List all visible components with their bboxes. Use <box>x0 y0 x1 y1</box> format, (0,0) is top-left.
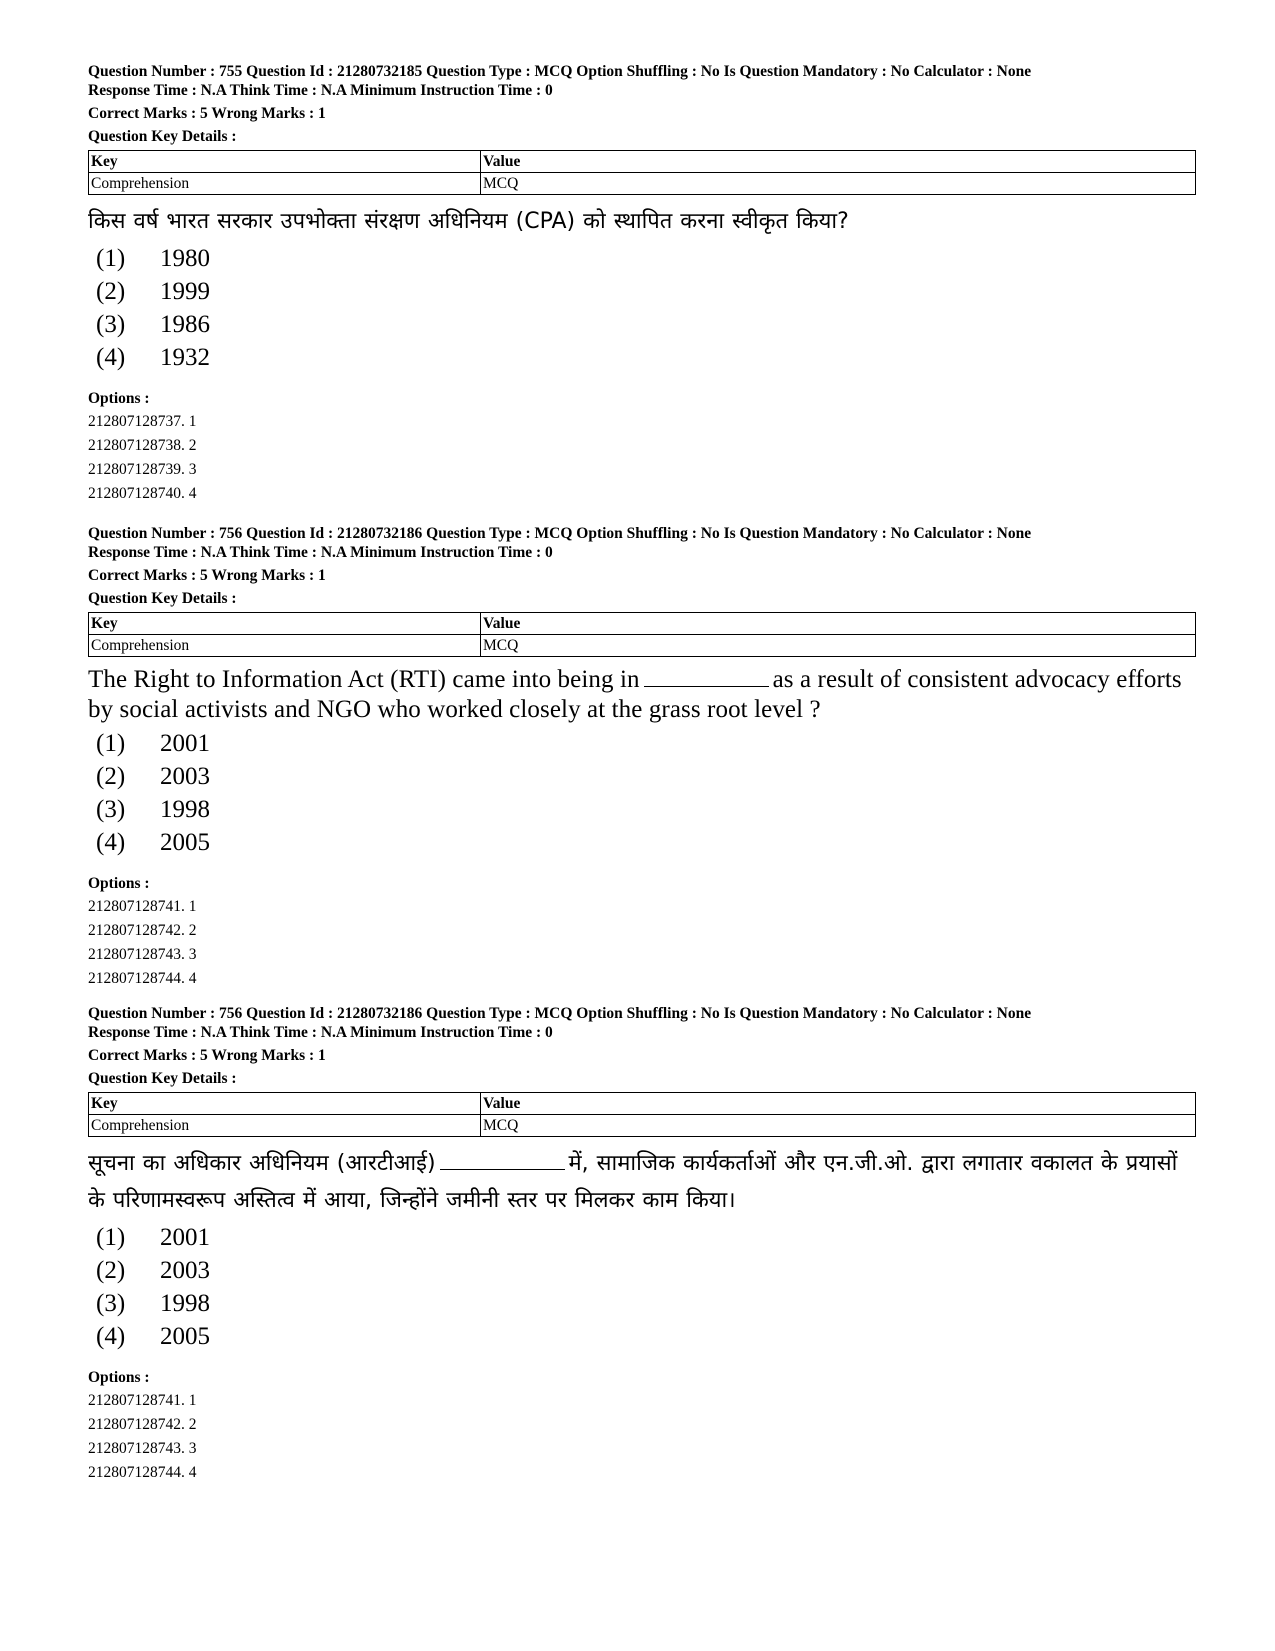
choice-number: (1) <box>96 245 126 272</box>
option-id: 212807128743. 3 <box>88 1440 197 1457</box>
key-details-label: Question Key Details : <box>88 128 237 145</box>
answer-choice <box>88 760 1196 793</box>
table-row <box>89 1115 1196 1137</box>
choice-value: 2001 <box>160 730 210 757</box>
option-id: 212807128741. 1 <box>88 1392 197 1409</box>
question-block-755 <box>88 62 1196 506</box>
choice-number: (4) <box>96 1323 126 1350</box>
option-id: 212807128742. 2 <box>88 1416 197 1433</box>
question-marks: Correct Marks : 5 Wrong Marks : 1 <box>88 1047 326 1064</box>
table-header-key: Key <box>89 151 481 173</box>
key-details-table <box>88 612 1196 657</box>
question-block-756-hindi <box>88 1004 1196 1485</box>
choice-number: (2) <box>96 278 126 305</box>
answer-blank <box>644 668 769 687</box>
option-id: 212807128740. 4 <box>88 485 197 502</box>
option-id: 212807128738. 2 <box>88 437 197 454</box>
table-cell-value: MCQ <box>481 173 1196 195</box>
answer-choices <box>88 727 1196 859</box>
answer-choice <box>88 1287 1196 1320</box>
choice-value: 1998 <box>160 1290 210 1317</box>
choice-value: 2003 <box>160 1257 210 1284</box>
question-text: किस वर्ष भारत सरकार उपभोक्ता संरक्षण अधिनियम (CPA) को स्थापित करना स्वीकृत किया? <box>88 209 849 234</box>
question-marks: Correct Marks : 5 Wrong Marks : 1 <box>88 567 326 584</box>
table-header-value: Value <box>481 151 1196 173</box>
question-text-before-blank: The Right to Information Act (RTI) came into being in <box>88 666 640 693</box>
question-meta-line1: Question Number : 755 Question Id : 21280732185 Question Type : MCQ Option Shuffling : No Is Question Mandatory : No Calculator : None <box>88 63 1032 80</box>
answer-choice <box>88 275 1196 308</box>
choice-number: (3) <box>96 796 126 823</box>
choice-number: (1) <box>96 1224 126 1251</box>
answer-choice <box>88 793 1196 826</box>
choice-number: (3) <box>96 1290 126 1317</box>
table-row <box>89 635 1196 657</box>
options-label: Options : <box>88 875 150 892</box>
options-label: Options : <box>88 1369 150 1386</box>
table-header-key: Key <box>89 613 481 635</box>
table-header-key: Key <box>89 1093 481 1115</box>
answer-blank <box>440 1151 565 1170</box>
question-text <box>88 1145 1196 1219</box>
table-header-row <box>89 613 1196 635</box>
key-details-label: Question Key Details : <box>88 590 237 607</box>
choice-number: (4) <box>96 344 126 371</box>
question-meta-line1: Question Number : 756 Question Id : 21280732186 Question Type : MCQ Option Shuffling : No Is Question Mandatory : No Calculator : None <box>88 525 1032 542</box>
option-id: 212807128744. 4 <box>88 970 197 987</box>
key-details-table <box>88 1092 1196 1137</box>
key-details-table <box>88 150 1196 195</box>
options-label: Options : <box>88 390 150 407</box>
option-id: 212807128739. 3 <box>88 461 197 478</box>
answer-choice <box>88 242 1196 275</box>
answer-choices <box>88 242 1196 374</box>
key-details-label: Question Key Details : <box>88 1070 237 1087</box>
choice-value: 1998 <box>160 796 210 823</box>
choice-value: 2005 <box>160 829 210 856</box>
table-cell-key: Comprehension <box>89 173 481 195</box>
answer-choice <box>88 341 1196 374</box>
choice-number: (3) <box>96 311 126 338</box>
question-text-before-blank: सूचना का अधिकार अधिनियम (आरटीआई) <box>88 1151 436 1176</box>
answer-choice <box>88 1221 1196 1254</box>
question-meta-line1: Question Number : 756 Question Id : 21280732186 Question Type : MCQ Option Shuffling : No Is Question Mandatory : No Calculator : None <box>88 1005 1032 1022</box>
table-cell-key: Comprehension <box>89 1115 481 1137</box>
option-id: 212807128744. 4 <box>88 1464 197 1481</box>
option-id: 212807128742. 2 <box>88 922 197 939</box>
choice-number: (2) <box>96 1257 126 1284</box>
question-text-after-blank: में, सामाजिक कार्यकर्ताओं और एन.जी.ओ. द्वारा लगातार वकालत के प्रयासों के परिणामस्वरूप अस्तित्व में आया, जिन्होंने जमीनी स्तर पर मिलकर काम किया। <box>88 1151 1178 1213</box>
question-meta-line2: Response Time : N.A Think Time : N.A Minimum Instruction Time : 0 <box>88 82 553 99</box>
table-header-value: Value <box>481 1093 1196 1115</box>
choice-value: 2005 <box>160 1323 210 1350</box>
option-id: 212807128737. 1 <box>88 413 197 430</box>
question-marks: Correct Marks : 5 Wrong Marks : 1 <box>88 105 326 122</box>
choice-number: (2) <box>96 763 126 790</box>
choice-value: 1986 <box>160 311 210 338</box>
table-cell-key: Comprehension <box>89 635 481 657</box>
choice-number: (1) <box>96 730 126 757</box>
choice-value: 1980 <box>160 245 210 272</box>
table-header-row <box>89 151 1196 173</box>
table-row <box>89 173 1196 195</box>
choice-value: 1932 <box>160 344 210 371</box>
answer-choice <box>88 308 1196 341</box>
question-meta-line2: Response Time : N.A Think Time : N.A Minimum Instruction Time : 0 <box>88 1024 553 1041</box>
choice-number: (4) <box>96 829 126 856</box>
question-meta-line2: Response Time : N.A Think Time : N.A Minimum Instruction Time : 0 <box>88 544 553 561</box>
answer-choice <box>88 1254 1196 1287</box>
table-header-row <box>89 1093 1196 1115</box>
answer-choice <box>88 826 1196 859</box>
table-cell-value: MCQ <box>481 1115 1196 1137</box>
option-id: 212807128741. 1 <box>88 898 197 915</box>
answer-choices <box>88 1221 1196 1353</box>
choice-value: 2003 <box>160 763 210 790</box>
table-cell-value: MCQ <box>481 635 1196 657</box>
choice-value: 1999 <box>160 278 210 305</box>
question-text <box>88 665 1196 725</box>
answer-choice <box>88 1320 1196 1353</box>
answer-choice <box>88 727 1196 760</box>
table-header-value: Value <box>481 613 1196 635</box>
choice-value: 2001 <box>160 1224 210 1251</box>
question-text-after-blank: as a result of consistent advocacy efforts by social activists and NGO who worked closely at the grass root level ? <box>88 666 1182 723</box>
question-block-756-english <box>88 524 1196 991</box>
option-id: 212807128743. 3 <box>88 946 197 963</box>
